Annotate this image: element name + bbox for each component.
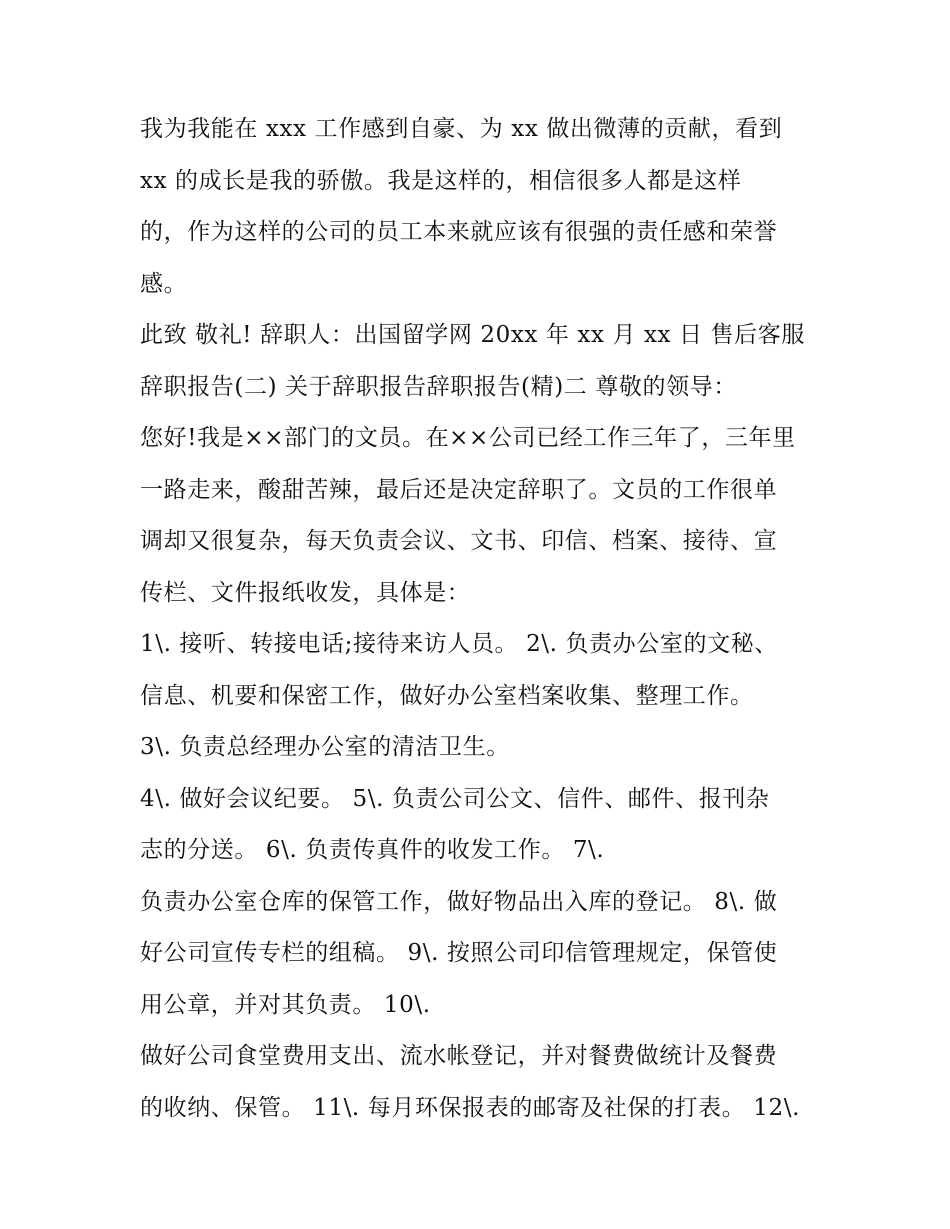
text-line: xx 的成长是我的骄傲。我是这样的，相信很多人都是这样 xyxy=(140,167,742,194)
text-line: 我为我能在 xxx 工作感到自豪、为 xx 做出微薄的贡献，看到 xyxy=(140,116,783,142)
text-line: 调却又很复杂，每天负责会议、文书、印信、档案、接待、宣 xyxy=(140,528,778,554)
text-line: 的，作为这样的公司的员工本来就应该有很强的责任感和荣誉 xyxy=(140,219,778,245)
text-line: 传栏、文件报纸收发，具体是： xyxy=(140,579,471,606)
text-line: 您好!我是××部门的文员。在××公司已经工作三年了，三年里 xyxy=(140,425,796,451)
text-line: 用公章，并对其负责。 10\. xyxy=(140,991,431,1018)
text-line: 感。 xyxy=(140,270,188,297)
text-line: 好公司宣传专栏的组稿。 9\. 按照公司印信管理规定，保管使 xyxy=(140,940,778,966)
text-line: 4\. 做好会议纪要。 5\. 负责公司公文、信件、邮件、报刊杂 xyxy=(140,785,770,812)
text-line: 3\. 负责总经理办公室的清洁卫生。 xyxy=(140,734,510,760)
text-line: 1\. 接听、转接电话;接待来访人员。 2\. 负责办公室的文秘、 xyxy=(140,631,778,657)
text-line: 此致 敬礼! 辞职人：出国留学网 20xx 年 xx 月 xx 日 售后客服 xyxy=(140,322,805,348)
text-line: 做好公司食堂费用支出、流水帐登记，并对餐费做统计及餐费 xyxy=(140,1043,778,1069)
text-line: 一路走来，酸甜苦辣，最后还是决定辞职了。文员的工作很单 xyxy=(140,476,778,503)
text-line: 信息、机要和保密工作，做好办公室档案收集、整理工作。 xyxy=(140,682,754,709)
text-line: 辞职报告(二) 关于辞职报告辞职报告(精)二 尊敬的领导： xyxy=(140,373,737,400)
text-line: 的收纳、保管。 11\. 每月环保报表的邮寄及社保的打表。 12\. xyxy=(140,1094,800,1121)
text-line: 志的分送。 6\. 负责传真件的收发工作。 7\. xyxy=(140,837,605,863)
text-line: 负责办公室仓库的保管工作，做好物品出入库的登记。 8\. 做 xyxy=(140,888,778,915)
document-body xyxy=(140,104,820,1134)
